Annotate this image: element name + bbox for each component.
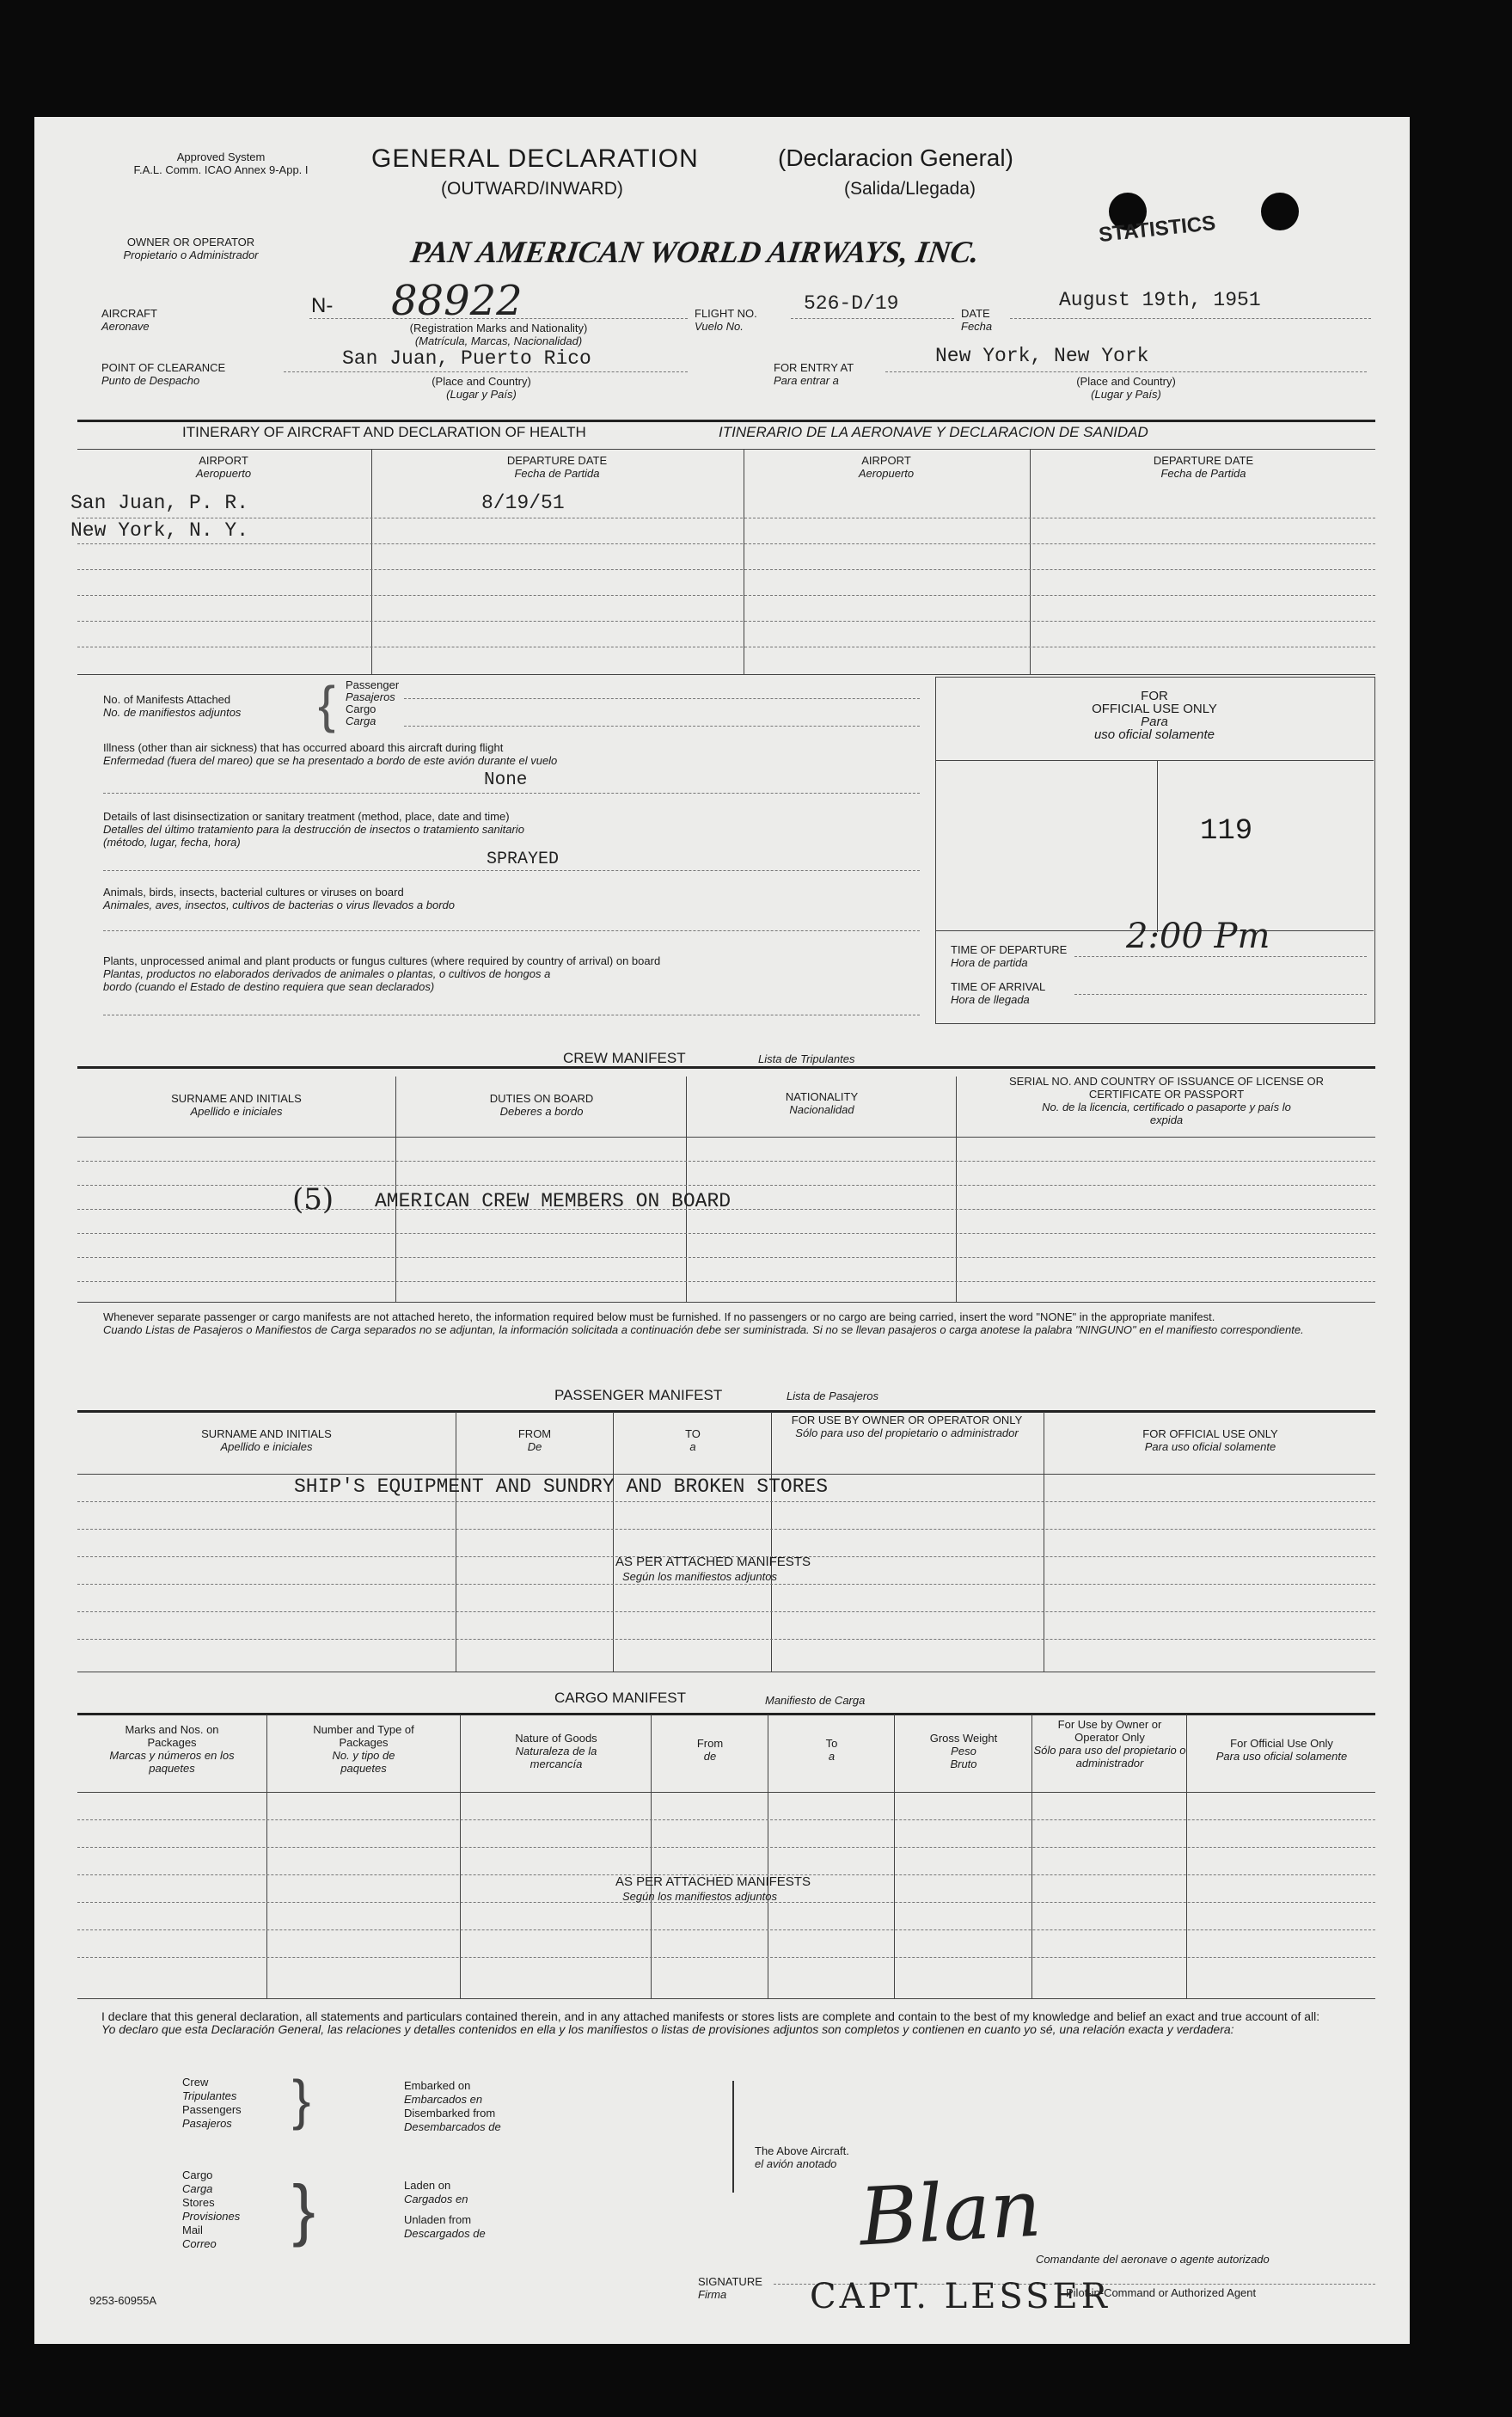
disinsect-label: Details of last disinsectization or sanitary treatment (method, place, date and time) Detalles del último tratamiento para la destrucción de insectos o tratamiento sanitario (método, lugar, fecha, hora) (103, 810, 524, 849)
cargo-col-owner: For Use by Owner or Operator Only Sólo para uso del propietario o administrador (1033, 1718, 1186, 1770)
cargo-col-marks: Marks and Nos. on Packages Marcas y números en los paquetes (109, 1723, 235, 1775)
form-subtitle: (OUTWARD/INWARD) (441, 179, 623, 199)
crew-col-nationality: NATIONALITY Nacionalidad (785, 1090, 859, 1116)
clearance-note: (Place and Country) (Lugar y País) (432, 375, 531, 401)
passenger-col-surname: SURNAME AND INITIALS Apellido e iniciales (201, 1427, 332, 1453)
form-title: GENERAL DECLARATION (371, 144, 699, 173)
manifests-label: No. of Manifests Attached No. de manifiestos adjuntos (103, 693, 242, 719)
declaration-people-actions: Embarked on Embarcados en Disembarked from Desembarcados de (404, 2079, 501, 2133)
cargo-col-nature: Nature of Goods Naturaleza de la mercancía (515, 1732, 597, 1770)
official-number: 119 (1200, 815, 1253, 848)
passenger-col-to: TO a (685, 1427, 701, 1453)
signature-scrawl: Blan (857, 2162, 1044, 2264)
arrival-time-label: TIME OF ARRIVAL Hora de llegada (951, 980, 1046, 1006)
aircraft-prefix: N- (311, 294, 334, 317)
passenger-col-owner: FOR USE BY OWNER OR OPERATOR ONLY Sólo para uso del propietario o administrador (791, 1414, 1023, 1439)
illness-value: None (484, 770, 528, 790)
crew-col-duties: DUTIES ON BOARD Deberes a bordo (489, 1092, 594, 1118)
signature-role: Pilot-in-Command or Authorized Agent (1066, 2286, 1257, 2299)
manifest-types: Passenger Pasajeros Cargo Carga (346, 678, 400, 727)
cargo-title: CARGO MANIFEST (554, 1690, 687, 1706)
operator-label: OWNER OR OPERATOR Propietario o Administrador (123, 236, 259, 261)
crew-title-es: Lista de Tripulantes (758, 1052, 855, 1065)
aircraft-note: (Registration Marks and Nationality) (Matrícula, Marcas, Nacionalidad) (409, 322, 588, 347)
crew-count: (5) (292, 1182, 334, 1217)
itinerary-title-es: ITINERARIO DE LA AERONAVE Y DECLARACION DE SANIDAD (719, 424, 1148, 440)
cargo-attached-es: Según los manifiestos adjuntos (622, 1890, 777, 1903)
departure-time-value: 2:00 Pm (1126, 917, 1270, 956)
entry-value: New York, New York (935, 345, 1149, 367)
aircraft-reference: The Above Aircraft. el avión anotado (755, 2144, 849, 2170)
itinerary-title: ITINERARY OF AIRCRAFT AND DECLARATION OF HEALTH (182, 424, 586, 440)
animals-label: Animals, birds, insects, bacterial cultures or viruses on board Animales, aves, insectos, cultivos de bacterias o virus llevados a bordo (103, 886, 455, 911)
form-number: 9253-60955A (89, 2294, 157, 2307)
passenger-attached: AS PER ATTACHED MANIFESTS (615, 1555, 811, 1569)
flight-number: 526-D/19 (804, 292, 899, 315)
cargo-title-es: Manifiesto de Carga (765, 1694, 866, 1707)
crew-col-surname: SURNAME AND INITIALS Apellido e iniciales (171, 1092, 302, 1118)
statistics-stamp: STATISTICS (1097, 211, 1217, 248)
itinerary-date-1: 8/19/51 (481, 492, 565, 514)
aircraft-registration: 88922 (391, 277, 523, 325)
itinerary-col-airport-1: AIRPORT Aeropuerto (195, 454, 252, 480)
itinerary-col-date-2: DEPARTURE DATE Fecha de Partida (1153, 454, 1254, 480)
plants-label: Plants, unprocessed animal and plant products or fungus cultures (where required by country of arrival) on board Plantas, productos no elaborados derivados de animales o plantas, o cultivos de hongos a bordo (cuando el Estado de destino requiera que sean declarados) (103, 954, 661, 993)
cargo-col-weight: Gross Weight Peso Bruto (929, 1732, 998, 1770)
clearance-value: San Juan, Puerto Rico (342, 347, 591, 370)
itinerary-airport-2: New York, N. Y. (70, 519, 249, 542)
captain-name: CAPT. LESSER (810, 2277, 1111, 2316)
crew-entry: AMERICAN CREW MEMBERS ON BOARD (375, 1190, 732, 1212)
crew-title: CREW MANIFEST (563, 1050, 686, 1066)
aircraft-label: AIRCRAFT Aeronave (101, 307, 157, 333)
cargo-col-from: From de (696, 1737, 724, 1763)
punch-hole-right (1261, 193, 1299, 230)
itinerary-airport-1: San Juan, P. R. (70, 492, 249, 514)
clearance-label: POINT OF CLEARANCE Punto de Despacho (101, 361, 226, 387)
disinsect-value: SPRAYED (487, 850, 560, 869)
illness-label: Illness (other than air sickness) that has occurred aboard this aircraft during flight Enfermedad (fuera del mareo) que se ha presentado a bordo de este avión durante el vuelo (103, 741, 558, 767)
declaration-goods: Cargo Carga Stores Provisiones Mail Correo (182, 2169, 241, 2250)
itinerary-col-airport-2: AIRPORT Aeropuerto (858, 454, 915, 480)
date-label: DATE Fecha (961, 307, 993, 333)
passenger-col-from: FROM De (517, 1427, 552, 1453)
official-use-title: FOR OFFICIAL USE ONLY Para uso oficial solamente (1092, 689, 1217, 742)
form-subtitle-es: (Salida/Llegada) (844, 179, 976, 199)
entry-label: FOR ENTRY AT Para entrar a (774, 361, 854, 387)
operator-name: PAN AMERICAN WORLD AIRWAYS, INC. (408, 235, 982, 269)
flight-date: August 19th, 1951 (1059, 289, 1261, 311)
form-title-es: (Declaracion General) (778, 144, 1013, 171)
flight-label: FLIGHT NO. Vuelo No. (695, 307, 757, 333)
goods-brace: } (292, 2171, 315, 2248)
cargo-col-official: For Official Use Only Para uso oficial solamente (1215, 1737, 1348, 1763)
passenger-entry: SHIP'S EQUIPMENT AND SUNDRY AND BROKEN STORES (294, 1475, 829, 1498)
passenger-col-official: FOR OFFICIAL USE ONLY Para uso oficial solamente (1142, 1427, 1278, 1453)
declaration-people: Crew Tripulantes Passengers Pasajeros (182, 2076, 242, 2130)
itinerary-col-date-1: DEPARTURE DATE Fecha de Partida (506, 454, 608, 480)
people-brace: } (292, 2069, 311, 2131)
declaration-goods-actions: Laden on Cargados en Unladen from Descargados de (404, 2179, 486, 2240)
departure-time-label: TIME OF DEPARTURE Hora de partida (951, 943, 1068, 969)
passenger-title: PASSENGER MANIFEST (554, 1387, 723, 1403)
approved-system: Approved System F.A.L. Comm. ICAO Annex 9-App. I (133, 150, 309, 176)
cargo-col-to: To a (825, 1737, 838, 1763)
signature-role-es: Comandante del aeronave o agente autorizado (1036, 2253, 1270, 2266)
passenger-attached-es: Según los manifiestos adjuntos (622, 1570, 777, 1583)
cargo-col-packages: Number and Type of Packages No. y tipo de paquetes (313, 1723, 414, 1775)
crew-col-license: SERIAL NO. AND COUNTRY OF ISSUANCE OF LICENSE OR CERTIFICATE OR PASSPORT No. de la licencia, certificado o pasaporte y país lo expida (1009, 1075, 1324, 1126)
manifest-notice: Whenever separate passenger or cargo manifests are not attached hereto, the information required below must be furnished. If no passengers or no cargo are being carried, insert the word "NONE" in the appropriate manifest. Cuando Listas de Pasajeros o Manifiestos de Carga separados no se adjuntan, la información solicitada a continuación debe ser suministrada. Si no se llevan pasajeros o carga anotese la palabra "NINGUNO" en el manifiesto correspondiente. (103, 1310, 1304, 1336)
signature-label: SIGNATURE Firma (698, 2275, 762, 2301)
passenger-title-es: Lista de Pasajeros (787, 1389, 878, 1402)
cargo-attached: AS PER ATTACHED MANIFESTS (615, 1874, 811, 1889)
entry-note: (Place and Country) (Lugar y País) (1076, 375, 1176, 401)
manifests-brace: { (318, 676, 336, 733)
declaration-text: I declare that this general declaration, all statements and particulars contained therein, and in any attached manifests or stores lists are complete and contain to the best of my knowledge and belief an exact and true account of all: Yo declaro que esta Declaración General, las relaciones y detalles contenidos en ella y los manifiestos o listas de provisiones adjuntos son completos y contienen en cuanto yo sé, una relación exacta y verdadera: (101, 2009, 1320, 2036)
